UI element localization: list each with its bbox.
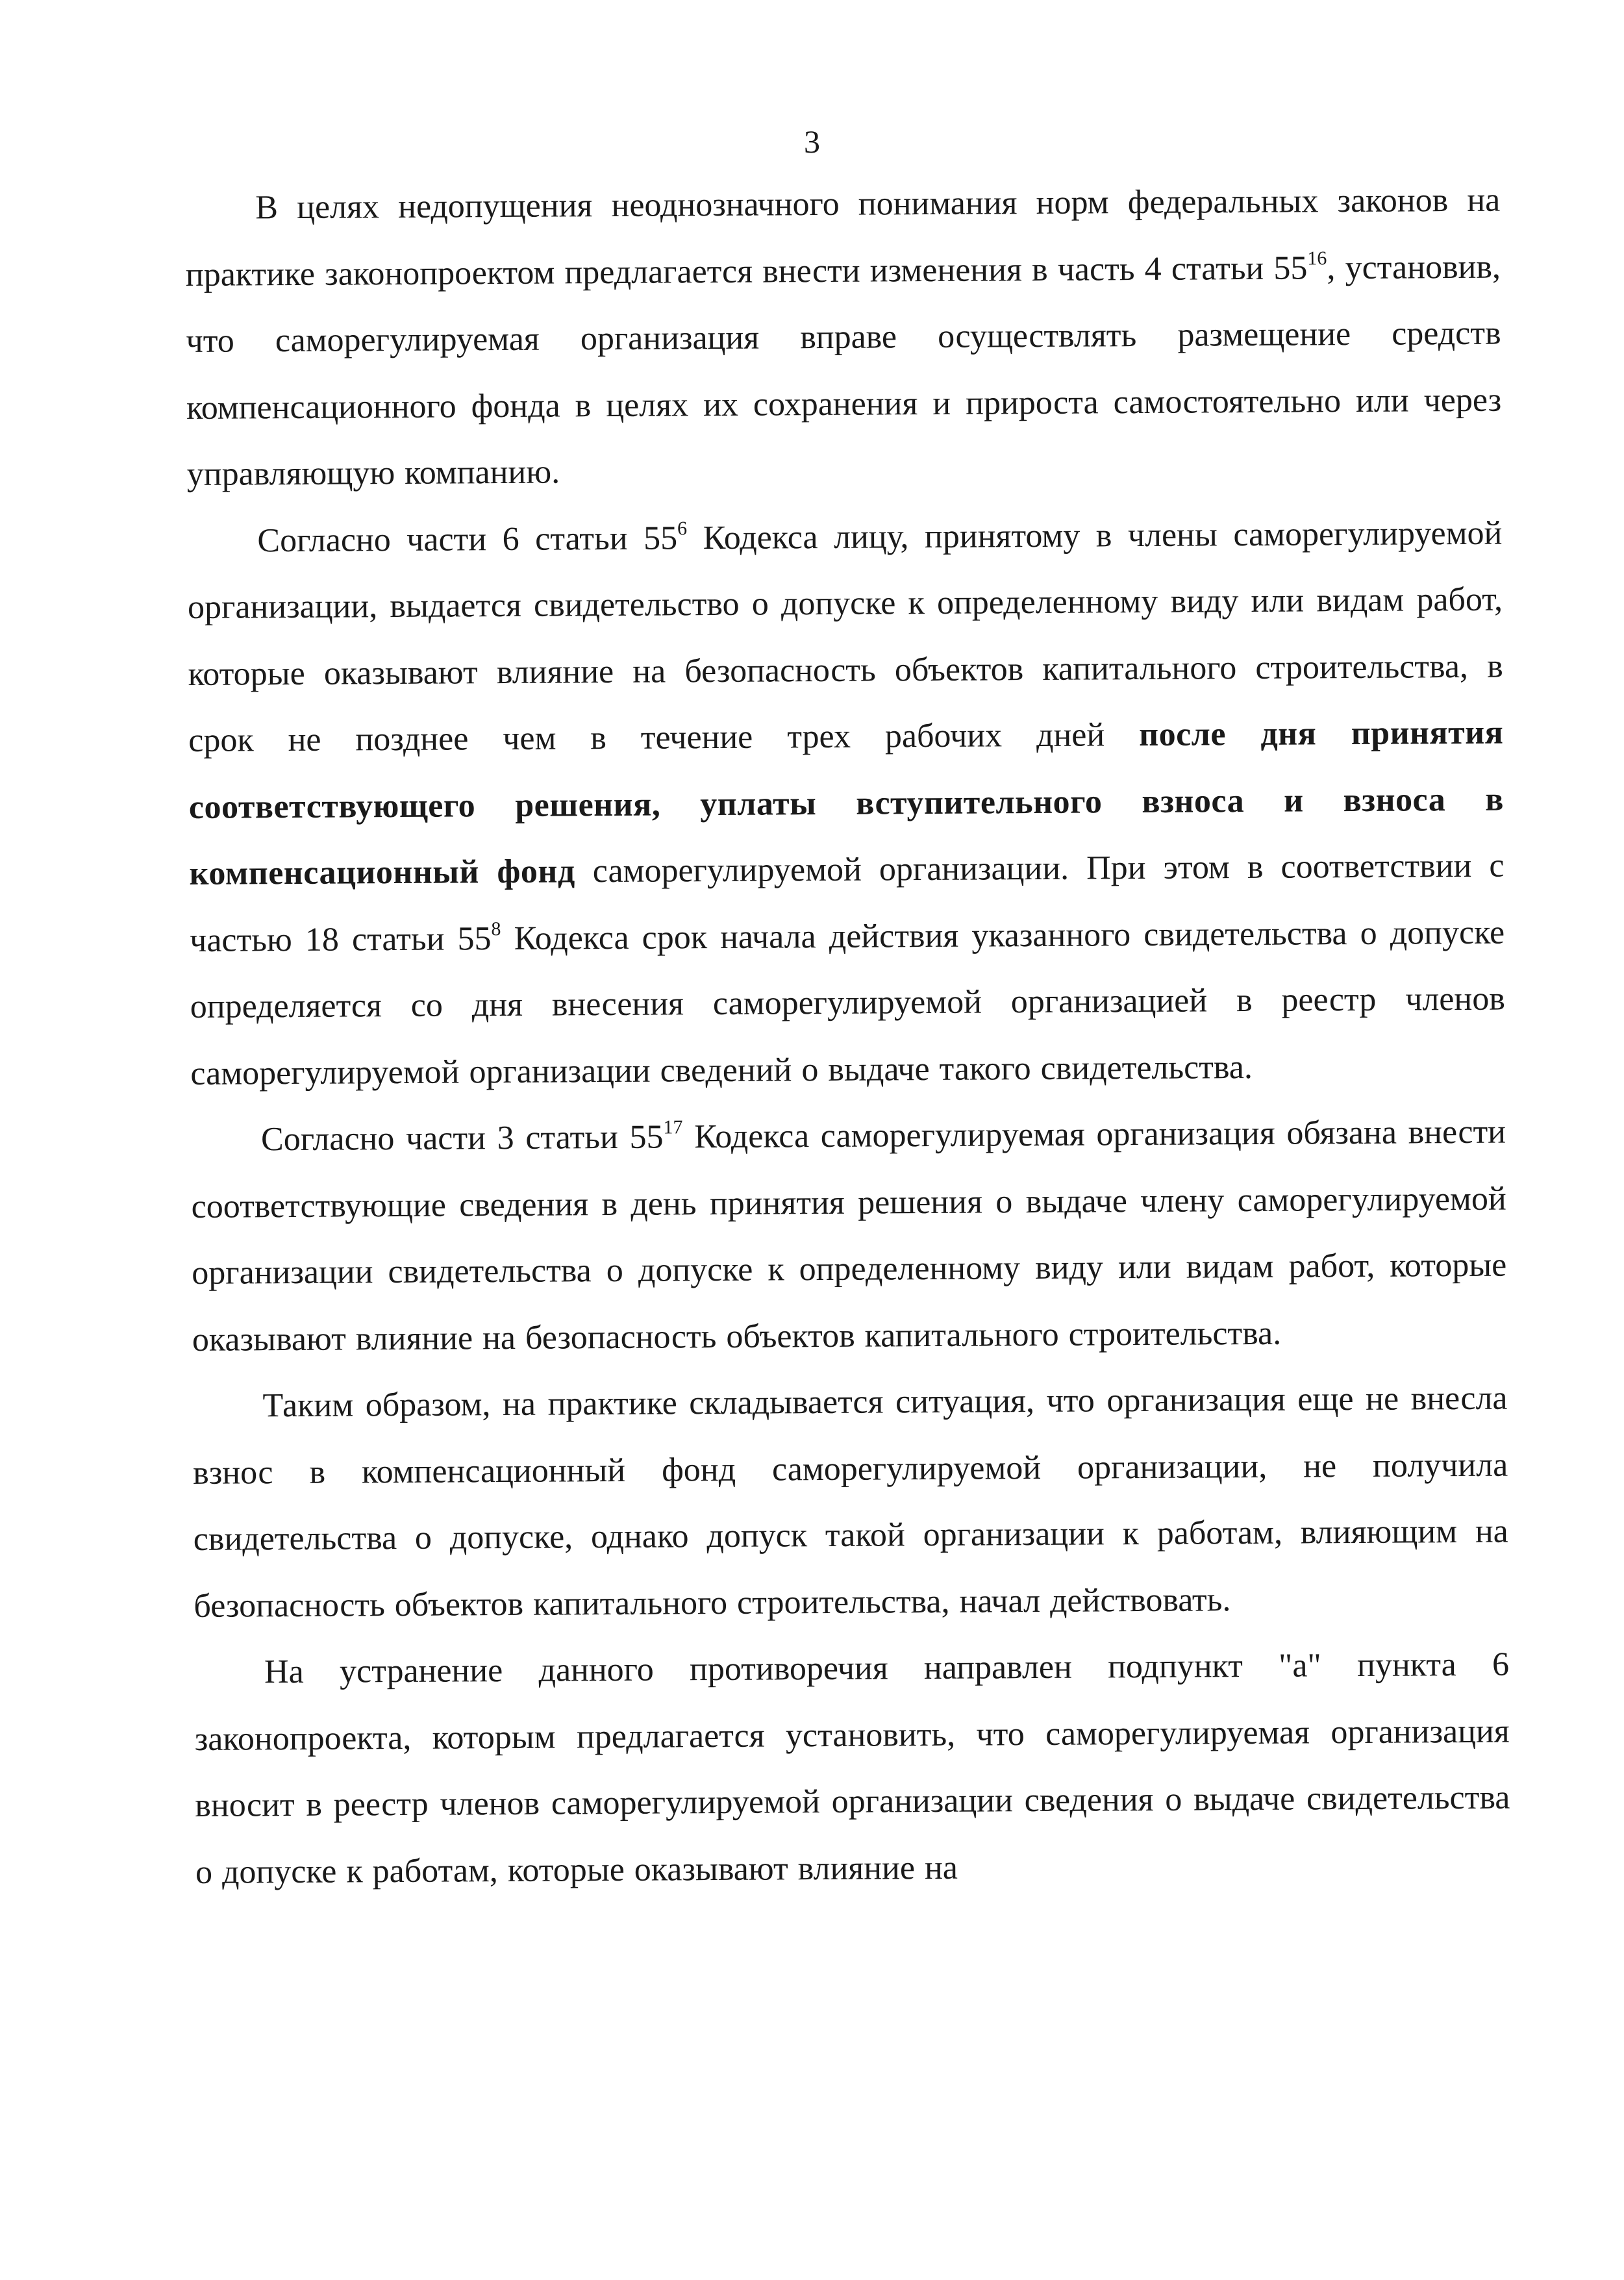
paragraph-2-text-a: Согласно части 6 статьи 55 <box>257 519 678 559</box>
superscript-6: 6 <box>677 517 688 539</box>
paragraph-2-text-c: саморегулируемой организации. При этом в соответствии с частью 18 статьи 55 <box>190 847 1505 959</box>
paragraph-2-text-b: Кодекса лицу, принятому в члены саморегулируемой организации, выдается свидетельство о допуске к определенному виду или видам работ, которые оказывают влияние на безопасность объектов капитального строительства, в срок не позднее чем в течение трех рабочих дней <box>187 514 1503 759</box>
paragraph-5-text: На устранение данного противоречия направлен подпункт "а" пункта 6 законопроекта, которым предлагается установить, что саморегулируемая организация вносит в реестр членов саморегулируемой организации сведения о выдаче свидетельства о допуске к работам, которые оказывают влияние на <box>194 1646 1510 1891</box>
superscript-8: 8 <box>491 918 501 940</box>
paragraph-3-text-b: Кодекса саморегулируемая организация обязана внести соответствующие сведения в день принятия решения о выдаче члену саморегулируемой организации свидетельства о допуске к определенному виду или видам работ, которые оказывают влияние на безопасность объектов капитального строительства. <box>191 1113 1507 1359</box>
superscript-17: 17 <box>663 1116 683 1138</box>
paragraph-3-text-a: Согласно части 3 статьи 55 <box>260 1118 664 1159</box>
paragraph-2-text-d: Кодекса срок начала действия указанного свидетельства о допуске определяется со дня внесения саморегулируемой организацией в реестр членов саморегулируемой организации сведений о выдаче такого свидетельства. <box>190 914 1505 1092</box>
paragraph-3 <box>191 1099 1507 1373</box>
paragraph-5 <box>194 1632 1510 1906</box>
paragraph-1-text-a: В целях недопущения неоднозначного понимания норм федеральных законов на практике законопроектом предлагается внести изменения в часть 4 статьи 55 <box>185 181 1501 294</box>
paragraph-1-text-b: , установив, что саморегулируемая организация вправе осуществлять размещение средств компенсационного фонда в целях их сохранения и прироста самостоятельно или через управляющую компанию. <box>186 248 1502 493</box>
paragraph-2-bold-text: после дня принятия соответствующего решения, уплаты вступительного взноса и взноса в компенсационный фонд <box>188 714 1505 892</box>
paragraph-2 <box>187 500 1506 1107</box>
superscript-16: 16 <box>1307 247 1327 269</box>
paragraph-1 <box>185 168 1502 508</box>
page-number: 3 <box>804 123 820 160</box>
paragraph-4-text: Таким образом, на практике складывается ситуация, что организация еще не внесла взнос в компенсационный фонд саморегулируемой организации, не получила свидетельства о допуске, однако допуск такой организации к работам, влияющим на безопасность объектов капитального строительства, начал действовать. <box>193 1379 1508 1625</box>
document-body <box>185 168 1510 1906</box>
paragraph-4 <box>192 1366 1508 1640</box>
